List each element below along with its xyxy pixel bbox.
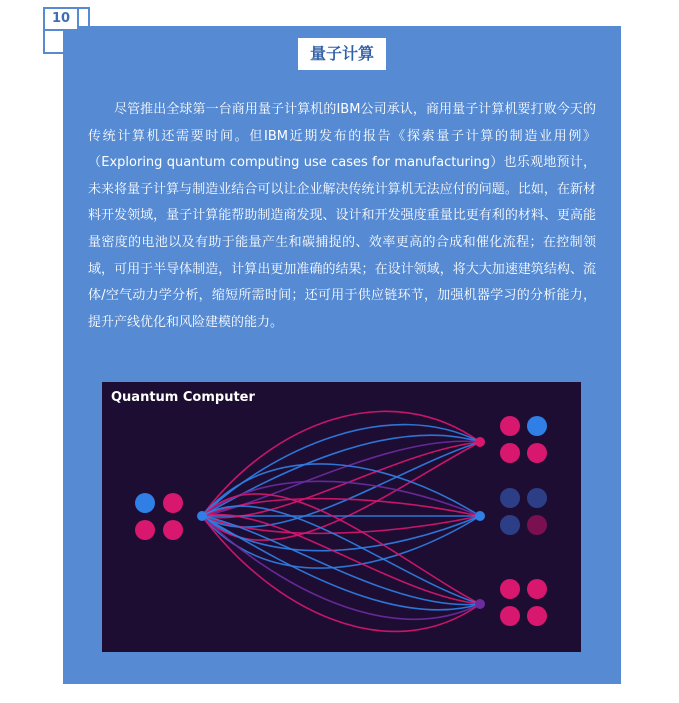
source-node [197, 511, 207, 521]
qubit-dot [163, 493, 183, 513]
qubit-dot [500, 488, 520, 508]
connection-line [202, 442, 480, 540]
figure-caption: Quantum Computer [111, 390, 255, 405]
qubit-dot [527, 416, 547, 436]
quantum-network-illustration [102, 382, 581, 652]
target-node-middle [475, 511, 485, 521]
body-paragraph: 尽管推出全球第一台商用量子计算机的IBM公司承认，商用量子计算机要打败今天的传统计算机还需要时间。但IBM近期发布的报告《探索量子计算的制造业用例》（Exploring quantum computing use cases for manufacturing）也乐观地预计，未来将量子计算与制造业结合可以让企业解决传统计算机无法应付的问题。比如，在新材料开发领域，量子计算能帮助制造商发现、设计和开发强度重量比更有利的材料、更高能量密度的电池以及有助于能量产生和碳捕捉的、效率更高的合成和催化流程；在控制领域，可用于半导体制造，计算出更加准确的结果；在设计领域，将大大加速建筑结构、流体/空气动力学分析，缩短所需时间；还可用于供应链环节，加强机器学习的分析能力，提升产线优化和风险建模的能力。 [88, 102, 596, 330]
qubit-dot [527, 515, 547, 535]
section-title: 量子计算 [298, 38, 386, 70]
qubit-dot [500, 515, 520, 535]
qubit-dot [163, 520, 183, 540]
qubit-dot [500, 579, 520, 599]
target-node-top [475, 437, 485, 447]
qubit-dot [135, 520, 155, 540]
qubit-dot [135, 493, 155, 513]
target-node-bottom [475, 599, 485, 609]
qubit-dot [500, 443, 520, 463]
qubit-dot [500, 606, 520, 626]
qubit-dot [527, 488, 547, 508]
quantum-computer-figure [102, 382, 581, 652]
connection-line [202, 516, 480, 605]
qubit-dot [527, 606, 547, 626]
qubit-dot [527, 579, 547, 599]
qubit-dot [500, 416, 520, 436]
qubit-dot [527, 443, 547, 463]
page-number: 10 [43, 7, 79, 31]
